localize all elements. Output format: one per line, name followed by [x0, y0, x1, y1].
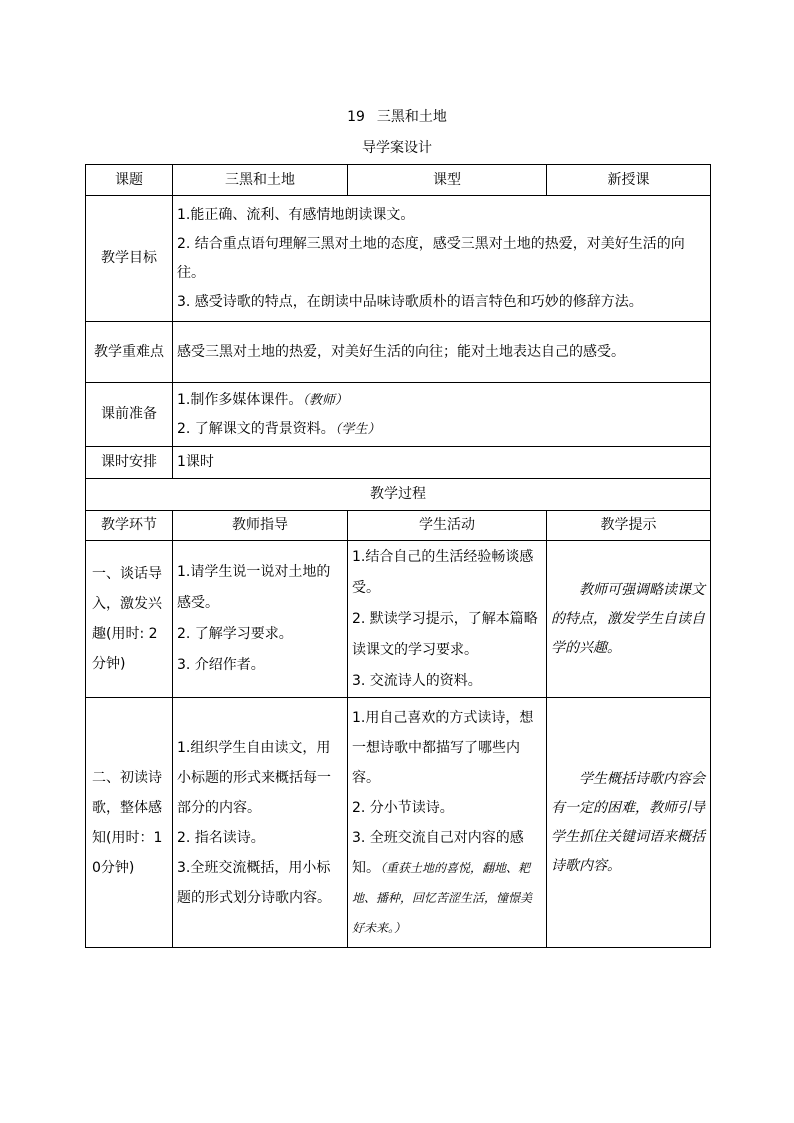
student-step: 2. 默读学习提示，了解本篇略读课文的学习要求。: [352, 610, 538, 658]
goal-item: 2. 结合重点语句理解三黑对土地的态度，感受三黑对土地的热爱，对美好生活的向往。: [177, 235, 685, 281]
student-cell: [348, 541, 547, 698]
hint-cell: 教师可强调略读课文的特点，激发学生自读自学的兴趣。: [547, 541, 711, 698]
preparation-item-text: 2. 了解课文的背景资料。: [177, 420, 335, 437]
teacher-step: 3. 介绍作者。: [177, 657, 265, 673]
preparation-cell: [173, 383, 711, 447]
column-header: 学生活动: [348, 511, 547, 541]
column-header: 教师指导: [173, 511, 348, 541]
teacher-step: 1.组织学生自由读文，用小标题的形式来概括每一部分的内容。: [177, 739, 331, 816]
schedule-label: 课时安排: [86, 447, 173, 479]
student-step: 1.用自己喜欢的方式读诗，想一想诗歌中都描写了哪些内容。: [352, 709, 534, 786]
goal-item: 1.能正确、流利、有感情地朗读课文。: [177, 206, 415, 223]
type-value: 新授课: [547, 165, 711, 196]
lesson-title-text: 三黑和土地: [376, 109, 447, 125]
table-row: [86, 541, 711, 698]
table-row: [86, 698, 711, 948]
goals-cell: [173, 196, 711, 322]
preparation-item-note: （教师）: [302, 392, 348, 408]
table-row-preparation: [86, 383, 711, 447]
teacher-step: 2. 了解学习要求。: [177, 626, 293, 642]
preparation-item: [177, 386, 706, 415]
teacher-step: 3.全班交流概括，用小标题的形式划分诗歌内容。: [177, 859, 331, 906]
teacher-cell: [173, 541, 348, 698]
topic-value: 三黑和土地: [173, 165, 348, 196]
key-points-label: 教学重难点: [86, 322, 173, 383]
teacher-step: 1.请学生说一说对土地的感受。: [177, 564, 331, 611]
table-row-process-header: [86, 479, 711, 511]
type-label: 课型: [348, 165, 547, 196]
student-step: 2. 分小节读诗。: [352, 799, 454, 816]
document-subtitle: 导学案设计: [362, 140, 432, 156]
goals-label: 教学目标: [86, 196, 173, 322]
topic-label: 课题: [86, 165, 173, 196]
preparation-item-note: （学生）: [334, 421, 381, 437]
student-step: 1.结合自己的生活经验畅谈感受。: [352, 548, 534, 596]
stage-cell: 一、谈话导入，激发兴趣(用时: 2分钟): [86, 541, 173, 698]
column-header: 教学提示: [547, 511, 711, 541]
lesson-number: 19: [347, 109, 365, 125]
hint-cell: 学生概括诗歌内容会有一定的困难，教师引导学生抓住关键词语来概括诗歌内容。: [547, 698, 711, 948]
preparation-item: [177, 415, 706, 444]
student-step: 3. 交流诗人的资料。: [352, 672, 482, 689]
student-note: （重获土地的喜悦，翻地、耙地、播种，回忆苦涩生活，憧憬美好未来。）: [352, 860, 533, 935]
table-row-key-points: [86, 322, 711, 383]
goal-item: 3. 感受诗歌的特点，在朗读中品味诗歌质朴的语言特色和巧妙的修辞方法。: [177, 293, 643, 310]
stage-cell: 二、初读诗歌，整体感知(用时：10分钟): [86, 698, 173, 948]
process-header: 教学过程: [86, 479, 711, 511]
key-points-value: 感受三黑对土地的热爱，对美好生活的向往；能对土地表达自己的感受。: [173, 322, 711, 383]
table-row-topic: [86, 165, 711, 196]
lesson-title: [0, 107, 794, 127]
lesson-plan-table: [85, 164, 711, 948]
preparation-item-text: 1.制作多媒体课件。: [177, 391, 303, 408]
teacher-cell: [173, 698, 348, 948]
schedule-value: 1课时: [173, 447, 711, 479]
preparation-label: 课前准备: [86, 383, 173, 447]
table-row-schedule: [86, 447, 711, 479]
teacher-step: 2. 指名读诗。: [177, 829, 265, 846]
table-row-goals: [86, 196, 711, 322]
table-row-column-headers: [86, 511, 711, 541]
student-step: 3. 全班交流自己对内容的感知。: [352, 829, 524, 876]
student-cell: [348, 698, 547, 948]
column-header: 教学环节: [86, 511, 173, 541]
